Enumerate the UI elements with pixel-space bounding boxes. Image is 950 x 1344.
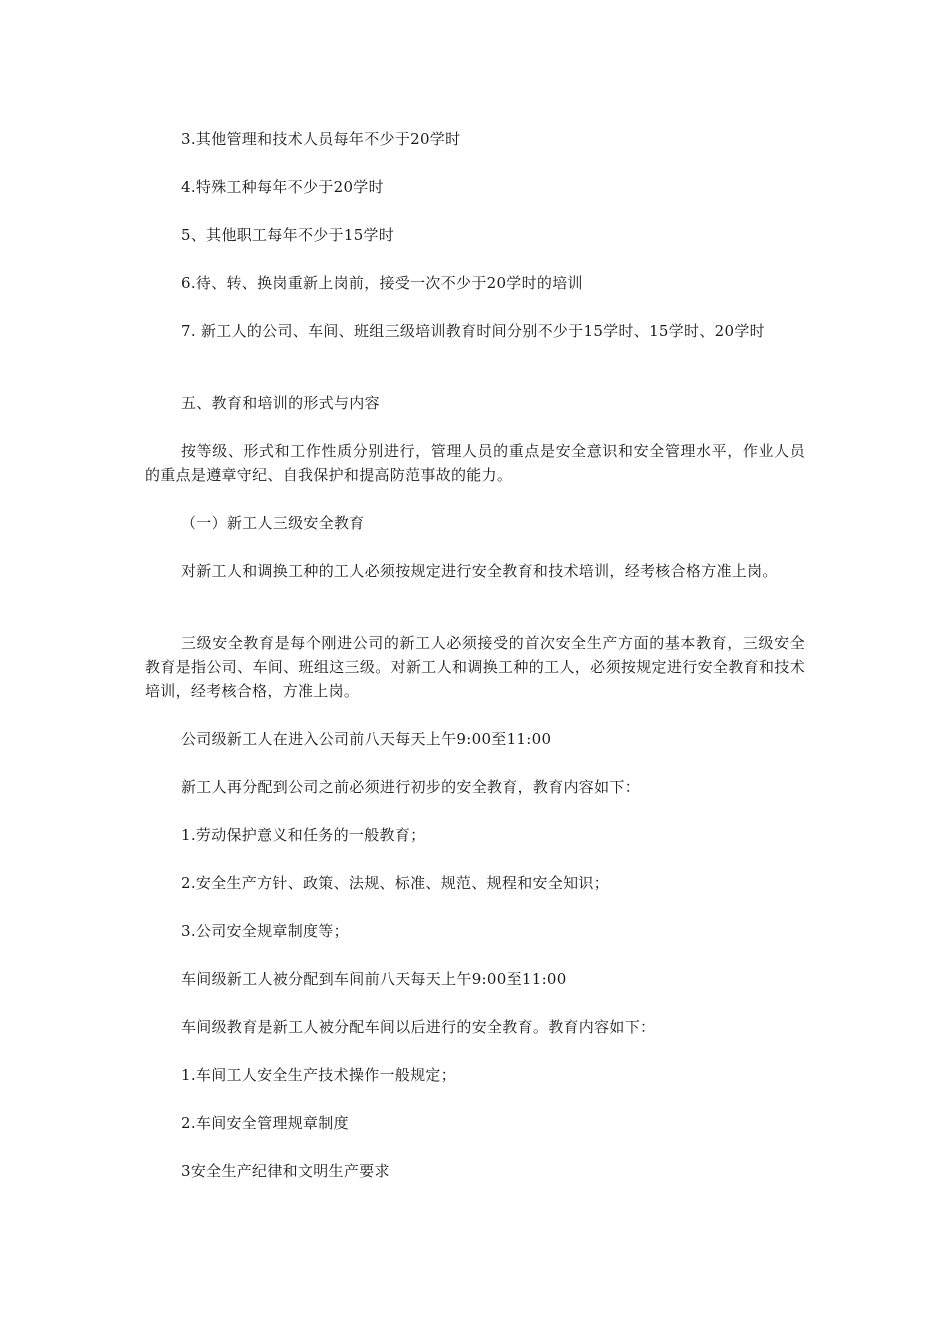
- paragraph-10: 三级安全教育是每个刚进公司的新工人必须接受的首次安全生产方面的基本教育，三级安全教育是指公司、车间、班组这三级。对新工人和调换工种的工人，必须按规定进行安全教育和技术培训，经考核合格，方准上岗。: [145, 634, 805, 700]
- paragraph-20: 3安全生产纪律和文明生产要求: [181, 1162, 390, 1180]
- paragraph-5: 7. 新工人的公司、车间、班组三级培训教育时间分别不少于15学时、15学时、20学时: [181, 322, 765, 340]
- paragraph-4: 6.待、转、换岗重新上岗前，接受一次不少于20学时的培训: [181, 274, 583, 292]
- paragraph-12: 新工人再分配到公司之前必须进行初步的安全教育，教育内容如下：: [181, 778, 641, 796]
- paragraph-7: 按等级、形式和工作性质分别进行，管理人员的重点是安全意识和安全管理水平，作业人员的重点是遵章守纪、自我保护和提高防范事故的能力。: [145, 442, 805, 484]
- section-heading: 五、教育和培训的形式与内容: [181, 394, 380, 412]
- paragraph-9: 对新工人和调换工种的工人必须按规定进行安全教育和技术培训，经考核合格方准上岗。: [181, 562, 778, 580]
- paragraph-13: 1.劳动保护意义和任务的一般教育；: [181, 826, 426, 844]
- paragraph-2: 4.特殊工种每年不少于20学时: [181, 178, 384, 196]
- paragraph-15: 3.公司安全规章制度等；: [181, 922, 349, 940]
- subsection-heading: （一）新工人三级安全教育: [181, 514, 365, 532]
- paragraph-19: 2.车间安全管理规章制度: [181, 1114, 349, 1132]
- paragraph-1: 3.其他管理和技术人员每年不少于20学时: [181, 130, 461, 148]
- paragraph-11: 公司级新工人在进入公司前八天每天上午9:00至11:00: [181, 730, 552, 748]
- paragraph-16: 车间级新工人被分配到车间前八天每天上午9:00至11:00: [181, 970, 567, 988]
- paragraph-3: 5、其他职工每年不少于15学时: [181, 226, 395, 244]
- paragraph-17: 车间级教育是新工人被分配车间以后进行的安全教育。教育内容如下：: [181, 1018, 656, 1036]
- paragraph-18: 1.车间工人安全生产技术操作一般规定；: [181, 1066, 457, 1084]
- paragraph-14: 2.安全生产方针、政策、法规、标准、规范、规程和安全知识；: [181, 874, 610, 892]
